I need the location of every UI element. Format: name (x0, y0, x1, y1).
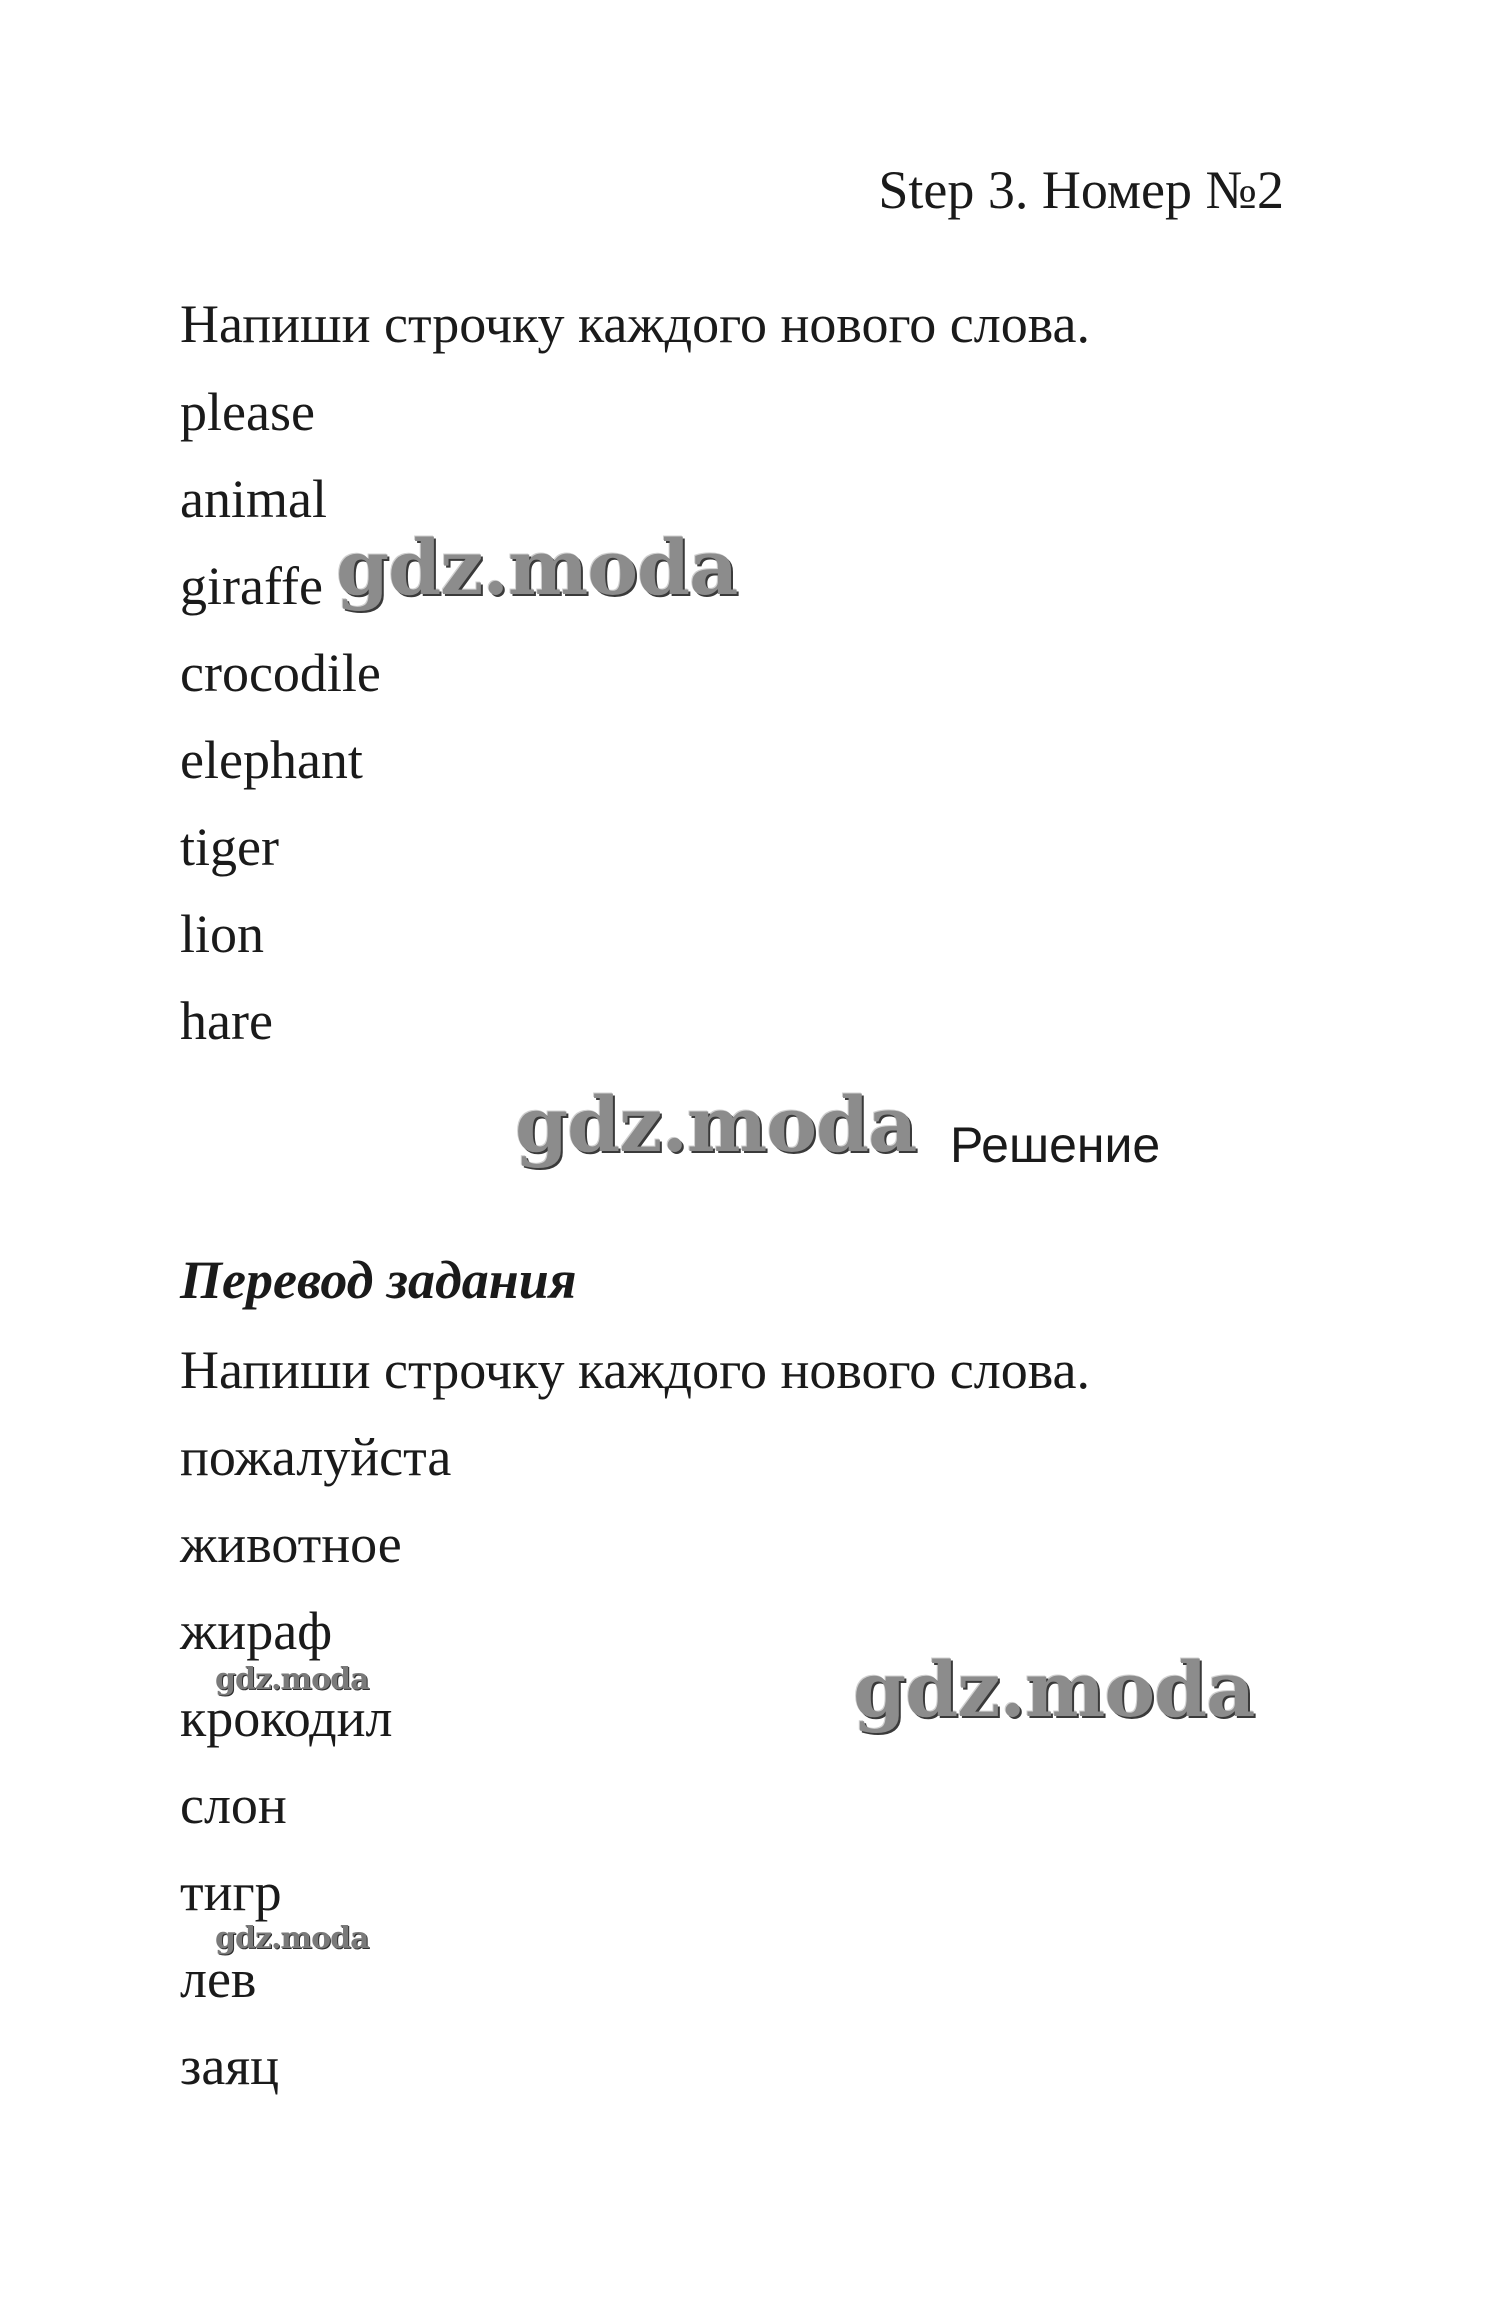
word-item: elephant (180, 730, 363, 790)
word-item: hare (180, 991, 273, 1051)
watermark: gdz.moda (853, 1645, 1255, 1734)
watermark: gdz.moda (336, 523, 738, 612)
translation-word: заяц (180, 2036, 280, 2096)
page-title: Step 3. Номер №2 (878, 160, 1284, 220)
translation-word: пожалуйста (180, 1427, 452, 1487)
watermark: gdz.moda (215, 1921, 369, 1956)
word-item: animal (180, 469, 327, 529)
word-item: giraffe (180, 556, 323, 616)
word-item: tiger (180, 817, 279, 877)
solution-label: Решение (950, 1117, 1161, 1173)
translation-instruction: Напиши строчку каждого нового слова. (180, 1340, 1090, 1400)
word-item: lion (180, 904, 265, 964)
word-item: crocodile (180, 643, 381, 703)
translation-word: лев (180, 1949, 257, 2009)
word-item: please (180, 382, 315, 442)
translation-word: животное (180, 1514, 402, 1574)
watermark: gdz.moda (515, 1080, 917, 1169)
translation-title: Перевод задания (180, 1250, 577, 1310)
task-instruction: Напиши строчку каждого нового слова. (180, 294, 1090, 354)
watermark: gdz.moda (215, 1662, 369, 1697)
translation-word: крокодил (180, 1688, 393, 1748)
translation-word: жираф (180, 1601, 333, 1661)
translation-word: тигр (180, 1862, 282, 1922)
translation-word: слон (180, 1775, 287, 1835)
